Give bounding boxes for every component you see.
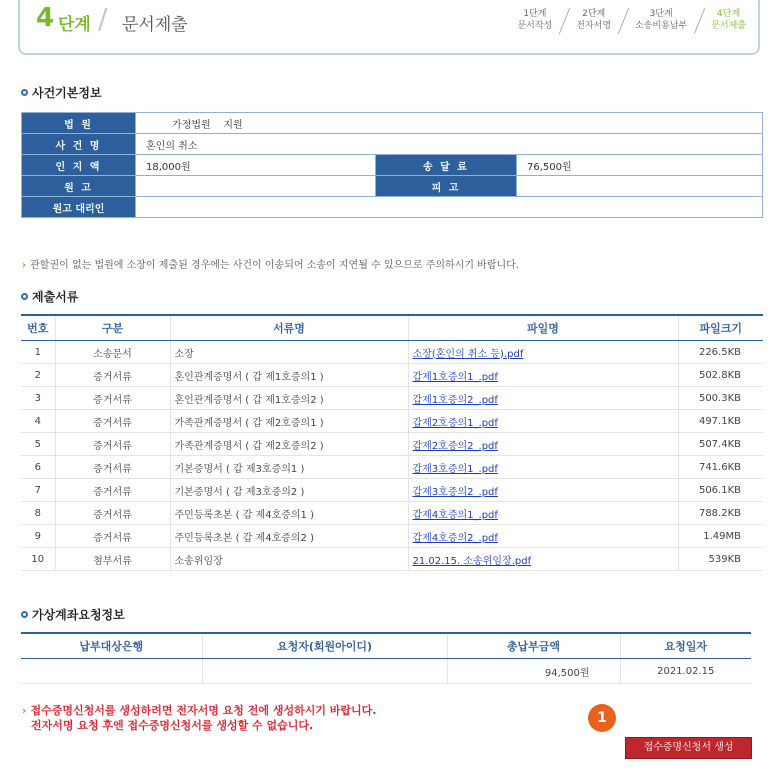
doc-no: 8 [21,502,55,525]
doc-name: 가족관계증명서 ( 갑 제2호증의1 ) [170,410,408,433]
warning-text-1: 접수증명신청서를 생성하려면 전자서명 요청 전에 생성하시기 바랍니다. [30,704,377,717]
doc-size: 1.49MB [678,525,763,548]
delivery-fee-label: 송 달 료 [376,155,517,176]
step-number: 4 [36,3,55,33]
doc-type: 첨부서류 [55,548,170,571]
table-row [21,341,763,364]
doc-type: 증거서류 [55,456,170,479]
delivery-fee-value: 76,500원 [517,155,763,176]
table-row [21,479,763,502]
generate-certificate-button[interactable]: 접수증명신청서 생성 [625,737,752,759]
doc-file-link[interactable]: 갑제1호증의2_.pdf [408,387,678,410]
doc-size: 539KB [678,548,763,571]
doc-size: 226.5KB [678,341,763,364]
step-item-label: 전자서명 [576,21,612,31]
documents-heading [21,288,78,305]
virtual-account-table [21,632,751,684]
warning-text-2: 전자서명 요청 후엔 접수증명신청서를 생성할 수 없습니다. [31,719,314,732]
col-doc-name: 서류명 [170,315,408,341]
doc-type: 증거서류 [55,502,170,525]
court-value: 가정법원 지원 [136,113,763,134]
case-info-heading [21,84,102,101]
doc-name: 주민등록초본 ( 갑 제4호증의1 ) [170,502,408,525]
virtual-account-header-row [21,633,751,659]
circle-bullet-icon [21,293,28,300]
doc-type: 소송문서 [55,341,170,364]
step-item-num: 3단계 [649,9,673,19]
plaintiff-agent-value [136,197,763,218]
doc-no: 5 [21,433,55,456]
doc-file-link[interactable]: 갑제4호증의1_.pdf [408,502,678,525]
step-item-label: 문서작성 [517,21,553,31]
plaintiff-agent-label: 원고 대리인 [22,197,136,218]
doc-file-link[interactable]: 갑제2호증의2_.pdf [408,433,678,456]
case-name-value: 혼인의 취소 [136,134,763,155]
slash-divider: / [98,2,108,35]
case-row-fees [22,155,763,176]
plaintiff-label: 원 고 [22,176,136,197]
doc-size: 507.4KB [678,433,763,456]
step-word: 단계 [58,15,91,35]
step-item-num: 4단계 [717,9,741,19]
doc-type: 증거서류 [55,525,170,548]
defendant-value [517,176,763,197]
doc-no: 10 [21,548,55,571]
doc-name: 소송위임장 [170,548,408,571]
doc-type: 증거서류 [55,387,170,410]
table-row [21,387,763,410]
case-name-label: 사 건 명 [22,134,136,155]
step-badge: 1 [588,704,616,732]
step-item-3 [617,8,693,32]
documents-table [21,314,763,571]
col-total: 총납부금액 [447,633,620,659]
case-info-heading-text: 사건기본정보 [32,86,102,100]
documents-header-row [21,315,763,341]
col-file-size: 파일크기 [678,315,763,341]
warning-line-1 [22,703,376,718]
circle-bullet-icon [21,89,28,96]
case-row-agent [22,197,763,218]
jurisdiction-notice [22,256,519,271]
table-row [21,456,763,479]
doc-file-link[interactable]: 갑제3호증의1_.pdf [408,456,678,479]
virtual-account-heading [21,606,125,623]
step-item-num: 1단계 [523,9,547,19]
table-row [21,433,763,456]
doc-file-link[interactable]: 갑제4호증의2_.pdf [408,525,678,548]
step-item-label: 소송비용납부 [635,21,688,31]
doc-name: 소장 [170,341,408,364]
doc-no: 4 [21,410,55,433]
col-number: 번호 [21,315,55,341]
step-item-1 [499,8,558,32]
step-header [18,0,760,55]
doc-name: 주민등록초본 ( 갑 제4호증의2 ) [170,525,408,548]
doc-size: 788.2KB [678,502,763,525]
doc-size: 741.6KB [678,456,763,479]
col-type: 구분 [55,315,170,341]
doc-name: 기본증명서 ( 갑 제3호증의2 ) [170,479,408,502]
case-row-court [22,113,763,134]
doc-no: 6 [21,456,55,479]
table-row [21,659,751,684]
arrow-icon: › [22,260,27,271]
doc-file-link[interactable]: 갑제2호증의1_.pdf [408,410,678,433]
case-info-table [21,112,763,218]
date-value: 2021.02.15 [620,659,751,684]
requester-value [202,659,447,684]
defendant-label: 피 고 [376,176,517,197]
court-label: 법 원 [22,113,136,134]
documents-heading-text: 제출서류 [32,290,79,304]
stamp-fee-value: 18,000원 [136,155,376,176]
step-item-2 [558,8,617,32]
col-bank: 납부대상은행 [21,633,202,659]
virtual-account-heading-text: 가상계좌요청정보 [32,608,125,622]
table-row [21,410,763,433]
bank-value [21,659,202,684]
doc-size: 497.1KB [678,410,763,433]
doc-type: 증거서류 [55,433,170,456]
case-row-parties [22,176,763,197]
col-file-name: 파일명 [408,315,678,341]
doc-type: 증거서류 [55,410,170,433]
doc-file-link[interactable]: 갑제1호증의1_.pdf [408,364,678,387]
stamp-fee-label: 인 지 액 [22,155,136,176]
doc-name: 기본증명서 ( 갑 제3호증의1 ) [170,456,408,479]
step-item-4 [693,8,752,32]
doc-no: 1 [21,341,55,364]
doc-no: 9 [21,525,55,548]
step-item-label: 문서제출 [711,21,746,31]
col-date: 요청일자 [620,633,751,659]
doc-no: 3 [21,387,55,410]
table-row [21,548,763,571]
doc-file-link[interactable]: 소장(혼인의 취소 등).pdf [408,341,678,364]
doc-name: 가족관계증명서 ( 갑 제2호증의2 ) [170,433,408,456]
circle-bullet-icon [21,611,28,618]
notice-text: 관할권이 없는 법원에 소장이 제출된 경우에는 사건이 이송되어 소송이 지연될 수 있으므로 주의하시기 바랍니다. [30,260,519,271]
doc-size: 500.3KB [678,387,763,410]
doc-name: 혼인관계증명서 ( 갑 제1호증의1 ) [170,364,408,387]
warning-message [22,703,376,733]
col-requester: 요청자(회원아이디) [202,633,447,659]
plaintiff-value [136,176,376,197]
doc-type: 증거서류 [55,479,170,502]
doc-name: 혼인관계증명서 ( 갑 제1호증의2 ) [170,387,408,410]
doc-no: 2 [21,364,55,387]
table-row [21,502,763,525]
total-value: 94,500원 [447,659,620,684]
doc-size: 506.1KB [678,479,763,502]
table-row [21,525,763,548]
step-title: 문서제출 [122,15,188,35]
doc-type: 증거서류 [55,364,170,387]
step-progress [499,8,752,32]
doc-file-link[interactable]: 21.02.15. 소송위임장.pdf [408,548,678,571]
case-row-name [22,134,763,155]
doc-no: 7 [21,479,55,502]
step-item-num: 2단계 [582,9,606,19]
warning-line-2 [22,718,376,733]
table-row [21,364,763,387]
arrow-icon: › [22,704,27,717]
doc-size: 502.8KB [678,364,763,387]
doc-file-link[interactable]: 갑제3호증의2_.pdf [408,479,678,502]
